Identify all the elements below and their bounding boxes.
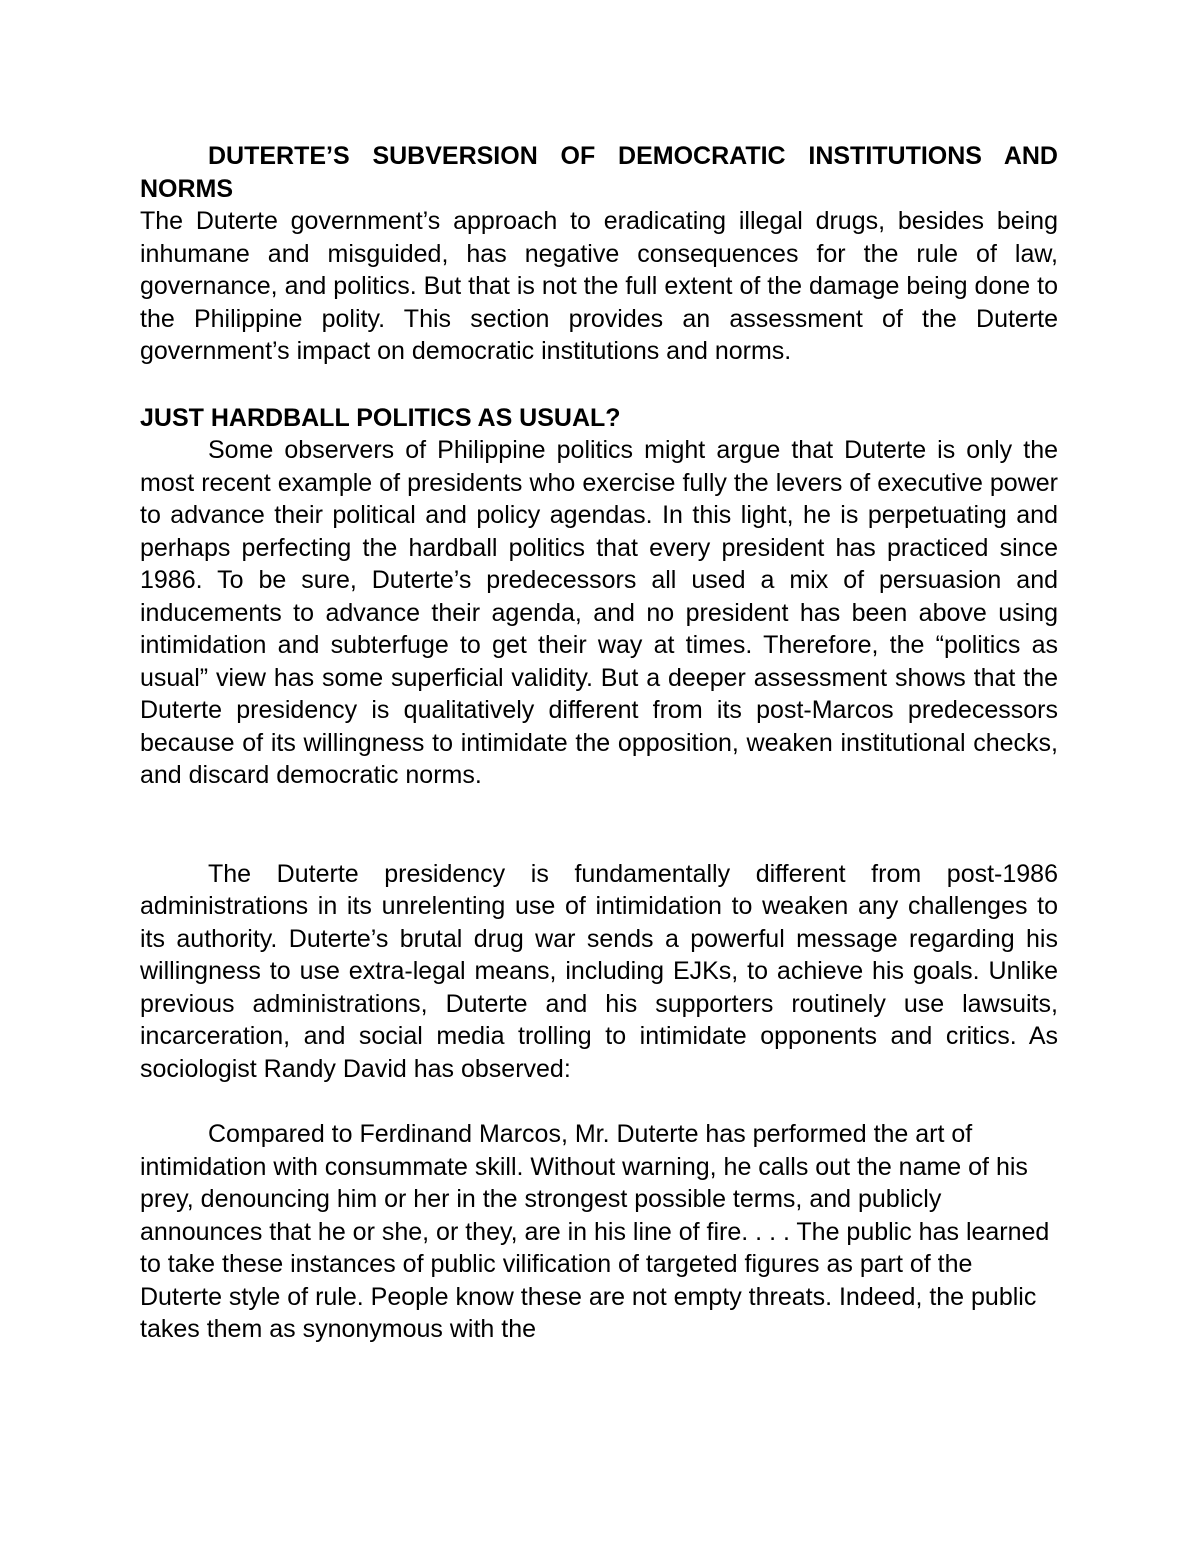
body-paragraph-1: Some observers of Philippine politics might argue that Duterte is only the most recent example of presidents who exercise fully the levers of executive power to advance their political and policy agendas. In this light, he is perpetuating and perhaps perfecting the hardball politics that every president has practiced since 1986. To be sure, Duterte’s predecessors all used a mix of persuasion and inducements to advance their agenda, and no president has been above using intimidation and subterfuge to get their way at times. Therefore, the “politics as usual” view has some superficial validity. But a deeper assessment shows that the Duterte presidency is qualitatively different from its post-Marcos predecessors because of its willingness to intimidate the opposition, weaken institutional checks, and discard democratic norms. [140, 436, 1058, 789]
body-paragraph-2: The Duterte presidency is fundamentally different from post-1986 administrations in its unrelenting use of intimidation to weaken any challenges to its authority. Duterte’s brutal drug war sends a powerful message regarding his willingness to use extra-legal means, including EJKs, to achieve his goals. Unlike previous administrations, Duterte and his supporters routinely use lawsuits, incarceration, and social media trolling to intimidate opponents and critics. As sociologist Randy David has observed: [140, 859, 1058, 1083]
document-page [140, 140, 1058, 1346]
intro-paragraph: The Duterte government’s approach to eradicating illegal drugs, besides being inhumane and misguided, has negative consequences for the rule of law, governance, and politics. But that is not the full extent of the damage being done to the Philippine polity. This section provides an assessment of the Duterte government’s impact on democratic institutions and norms. [140, 207, 1058, 365]
document-title: DUTERTE’S SUBVERSION OF DEMOCRATIC INSTITUTIONS AND NORMS [140, 142, 1058, 203]
section-heading: JUST HARDBALL POLITICS AS USUAL? [140, 403, 621, 432]
block-quote: Compared to Ferdinand Marcos, Mr. Duterte has performed the art of intimidation with consummate skill. Without warning, he calls out the name of his prey, denouncing him or her in the strongest possible terms, and publicly announces that he or she, or they, are in his line of fire. . . . The public has learned to take these instances of public vilification of targeted figures as part of the Duterte style of rule. People know these are not empty threats. Indeed, the public takes them as synonymous with the [140, 1120, 1050, 1343]
